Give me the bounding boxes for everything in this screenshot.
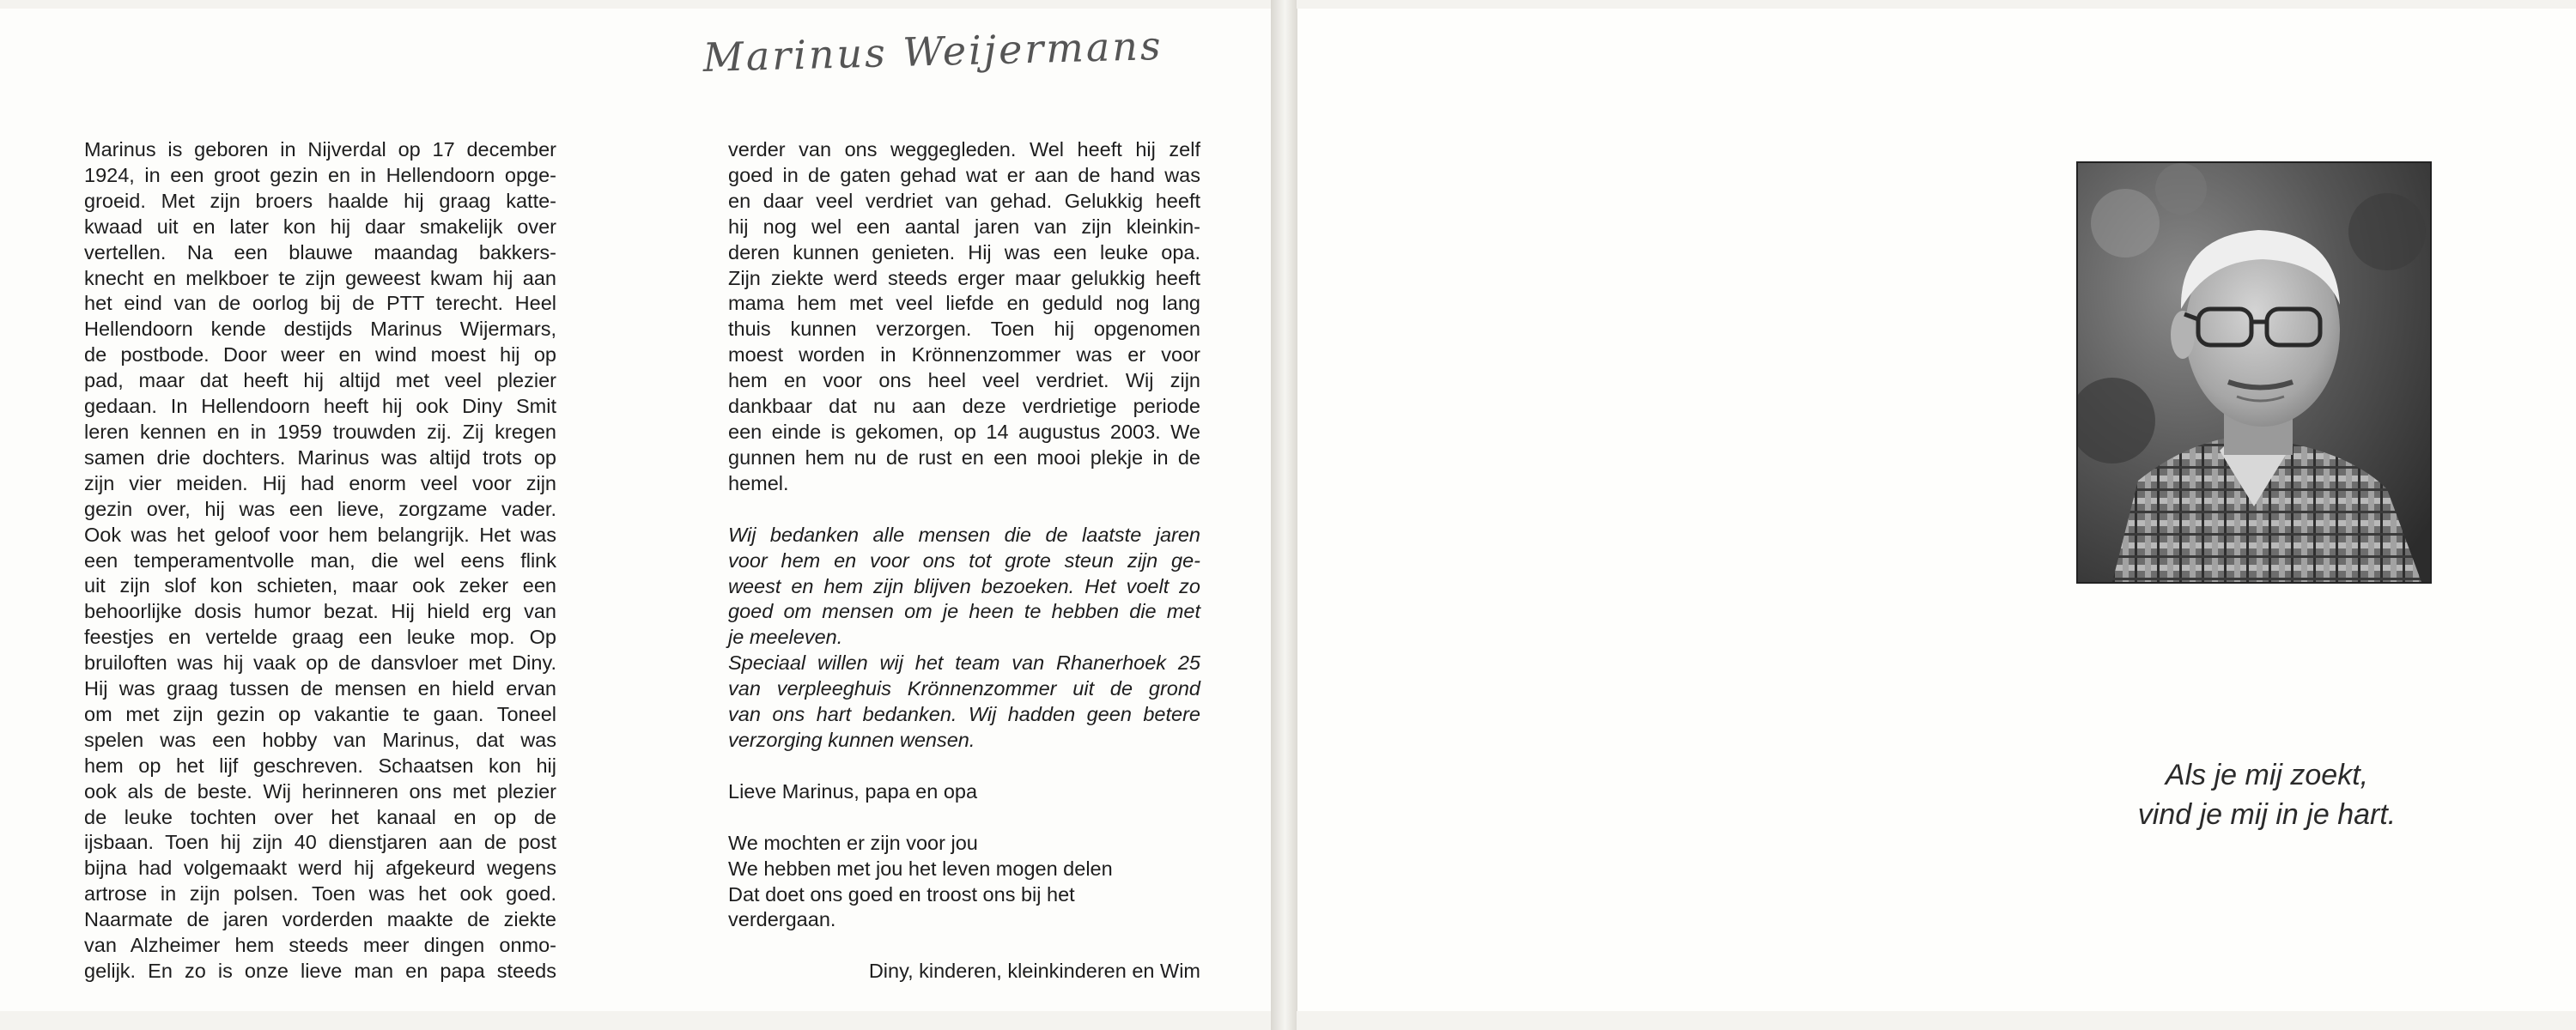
text-line: thuis kunnen verzorgen. Toen hij opgenomen: [728, 318, 1200, 341]
text-line: gedaan. In Hellendoorn heeft hij ook Diny Smit: [84, 395, 556, 418]
text-line: van Alzheimer hem steeds meer dingen onmo-: [84, 934, 556, 957]
text-line: om met zijn gezin op vakantie te gaan. Toneel: [84, 702, 556, 725]
poem-line: We hebben met jou het leven mogen delen: [728, 857, 1113, 880]
greeting-text: Lieve Marinus, papa en opa: [728, 779, 978, 803]
biography-column-right: [728, 137, 1200, 985]
text-line: ook als de beste. Wij herinneren ons met plezier: [84, 779, 556, 803]
text-line: knecht en melkboer te zijn geweest kwam hij aan: [84, 266, 556, 289]
memorial-quote: [1975, 755, 2559, 834]
signature: Diny, kinderen, kleinkinderen en Wim: [868, 960, 1200, 983]
text-line: goed om mensen om je heen te hebben die met: [728, 600, 1200, 623]
text-line: spelen was een hobby van Marinus, dat was: [84, 728, 556, 751]
text-line: pad, maar dat heeft hij altijd met veel plezier: [84, 369, 556, 392]
left-page: [0, 9, 1272, 1011]
text-line: feestjes en vertelde graag een leuke mop. Op: [84, 626, 556, 649]
quote-line-2: vind je mij in je hart.: [2137, 798, 2397, 831]
text-line: mama hem met veel liefde en geduld nog lang: [728, 292, 1200, 315]
text-line: verzorging kunnen wensen.: [728, 728, 975, 751]
text-line: goed in de gaten gehad wat er aan de hand was: [728, 163, 1200, 186]
text-line: Naarmate de jaren vorderden maakte de ziekte: [84, 908, 556, 931]
text-line: de leuke tochten over het kanaal en op de: [84, 805, 556, 828]
text-line: een einde is gekomen, op 14 augustus 2003. We: [728, 420, 1200, 443]
text-line: Zijn ziekte werd steeds erger maar gelukkig heeft: [728, 266, 1200, 289]
poem-line: verdergaan.: [728, 908, 836, 931]
text-line: Hij was graag tussen de mensen en hield ervan: [84, 677, 556, 700]
handwritten-name: Marinus Weijermans: [702, 21, 1164, 81]
text-line: groeid. Met zijn broers haalde hij graag katte-: [84, 189, 556, 212]
text-line: het eind van de oorlog bij de PTT terecht. Heel: [84, 292, 556, 315]
text-line: hij nog wel een aantal jaren van zijn kleinkin-: [728, 215, 1200, 238]
text-line: ijsbaan. Toen hij zijn 40 dienstjaren aan de post: [84, 831, 556, 854]
poem: [728, 831, 1200, 934]
portrait-photo: [2076, 161, 2432, 584]
text-line: Ook was het geloof voor hem belangrijk. Het was: [84, 523, 556, 546]
text-line: dankbaar dat nu aan deze verdrietige periode: [728, 395, 1200, 418]
biography-paragraph: [84, 137, 556, 985]
text-line: van ons hart bedanken. Wij hadden geen betere: [728, 703, 1200, 726]
text-line: verder van ons weggegleden. Wel heeft hij zelf: [728, 138, 1200, 161]
text-line: een temperamentvolle man, die wel eens flink: [84, 548, 556, 572]
text-line: kwaad uit en later kon hij daar smakelijk over: [84, 215, 556, 238]
text-line: bruiloften was hij vaak op de dansvloer met Diny.: [84, 651, 556, 675]
text-line: moest worden in Krönnenzommer was er voor: [728, 343, 1200, 367]
text-line: gelijk. En zo is onze lieve man en papa steeds: [84, 960, 556, 982]
poem-line: We mochten er zijn voor jou: [728, 831, 978, 854]
text-line: 1924, in een groot gezin en in Hellendoorn opge-: [84, 163, 556, 186]
quote-line-1: Als je mij zoekt,: [2165, 759, 2369, 791]
text-line: gezin over, hij was een lieve, zorgzame vader.: [84, 497, 556, 520]
biography-column-left: [84, 137, 556, 985]
text-line: weest en hem zijn blijven bezoeken. Het voelt zo: [728, 574, 1200, 597]
text-line: artrose in zijn polsen. Toen was het ook goed.: [84, 882, 556, 906]
text-line: samen drie dochters. Marinus was altijd trots op: [84, 445, 556, 469]
text-line: Wij bedanken alle mensen die de laatste jaren: [728, 523, 1200, 546]
thanks-paragraph: [728, 523, 1200, 754]
text-line: hemel.: [728, 471, 789, 494]
text-line: bijna had volgemaakt werd hij afgekeurd wegens: [84, 857, 556, 880]
card-fold: [1271, 0, 1297, 1030]
text-line: Hellendoorn kende destijds Marinus Wijermars,: [84, 318, 556, 341]
text-line: deren kunnen genieten. Hij was een leuke opa.: [728, 240, 1200, 264]
text-line: Marinus is geboren in Nijverdal op 17 december: [84, 138, 556, 161]
text-line: van verpleeghuis Krönnenzommer uit de grond: [728, 677, 1200, 700]
biography-paragraph-continued: [728, 137, 1200, 497]
greeting: [728, 779, 1200, 805]
poem-line: Dat doet ons goed en troost ons bij het: [728, 882, 1075, 906]
text-line: Speciaal willen wij het team van Rhanerhoek 25: [728, 651, 1200, 675]
text-line: hem en voor ons heel veel verdriet. Wij zijn: [728, 369, 1200, 392]
text-line: en daar veel verdriet van gehad. Gelukkig heeft: [728, 189, 1200, 212]
text-line: je meeleven.: [728, 626, 843, 649]
text-line: behoorlijke dosis humor bezat. Hij hield erg van: [84, 600, 556, 623]
text-line: zijn vier meiden. Hij had enorm veel voor zijn: [84, 471, 556, 494]
text-line: leren kennen en in 1959 trouwden zij. Zij kregen: [84, 420, 556, 443]
text-line: hem op het lijf geschreven. Schaatsen kon hij: [84, 754, 556, 777]
text-line: de postbode. Door weer en wind moest hij op: [84, 343, 556, 367]
text-line: voor hem en voor ons tot grote steun zijn ge-: [728, 548, 1200, 572]
text-line: uit zijn slof kon schieten, maar ook zeker een: [84, 574, 556, 597]
text-line: vertellen. Na een blauwe maandag bakkers-: [84, 240, 556, 264]
text-line: gunnen hem nu de rust en een mooi plekje in de: [728, 445, 1200, 469]
